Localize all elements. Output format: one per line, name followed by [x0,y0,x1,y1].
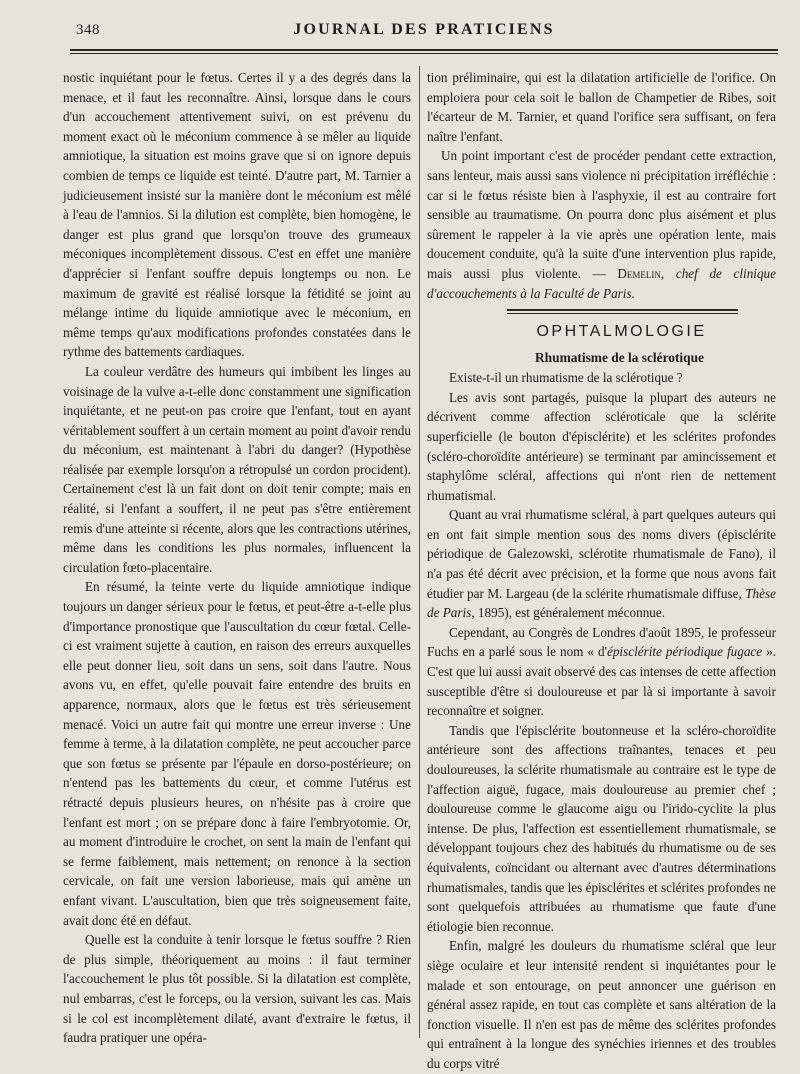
paragraph: nostic inquiétant pour le fœtus. Certes il y a des degrés dans la menace, et il faut les reconnaître. Ainsi, lorsque dans le cours d'un accouchement attentivement suivi, on est prévenu du moment exact où le méconium commence à se mêler au liquide amniotique, la situation est moins grave que si on ignore depuis combien de temps ce liquide est teinté. D'autre part, M. Tarnier a judicieusement insisté sur la manière dont le méconium est mêlé à l'eau de l'amnios. Si la dilution est complète, bien homogène, le danger est plus grand que lorsqu'on trouve des grumeaux méconiques incomplètement dissous. C'est en effet une manière d'apprécier si l'enfant souffre depuis longtemps ou non. Le maximum de gravité est réalisé lorsque la fétidité se joint au mélange intime du liquide amniotique avec le méconium, en même temps qu'aux modifications profondes constatées dans le rythme des battements cardiaques. [63,70,411,360]
subsection-heading: Rhumatisme de la sclérotique [535,350,704,366]
section-rule-thin [507,313,738,314]
author-affiliation: chef de clinique d'accouchements à la Faculté de Paris. [427,265,777,301]
header-rule-thin [70,53,778,54]
paragraph: Les avis sont partagés, puisque la plupart des auteurs ne décrivent comme affection scléroticale que la sclérite superficielle (le bouton d'épisclérite) et les sclérites profondes (scléro-choroïdite antérieure) se terminant par amincissement et staphylôme scléral, affections qui n'ont rien de nettement rhumatismal. [427,389,776,503]
disease-term: épisclérite périodique fugace [606,644,763,660]
paragraph-text: , 1895), est généralement méconnue. [471,605,666,621]
paragraph: Quelle est la conduite à tenir lorsque le fœtus souffre ? Rien de plus simple, théoriquement au moins : il faut terminer l'accouchement le plus tôt possible. Si la dilatation est complète, nul embarras, c'est le forceps, ou la version, suivant les cas. Mais si le col est incomplètement dilaté, avant d'extraire le fœtus, il faudra pratiquer une opéra- [63,932,411,1046]
paragraph: La couleur verdâtre des humeurs qui imbibent les linges au voisinage de la vulve a-t-elle donc constamment une signification inquiétante, et ne peut-on pas croire que l'enfant, tout en ayant véritablement souffert à un certain moment au point d'avoir rendu du méconium, est maintenant à l'abri du danger? (Hypothèse réalisée par exemple lorsqu'on a rétropulsé un cordon procident). Certainement c'est là un fait dont on doit tenir compte; mais en réalité, si l'enfant a souffert, il ne peut pas s'être entièrement remis d'une atteinte si récente, alors que les contractions utérines, même dans les conditions les plus normales, influencent la circulation fœto-placentaire. [63,363,411,575]
paragraph-text: Cependant, au Congrès de Londres d'août 1895, le professeur Fuchs en a parlé sous le nom « d' [427,624,776,660]
page-header [70,18,778,44]
paragraph: tion préliminaire, qui est la dilatation artificielle de l'orifice. On emploiera pour cela soit le ballon de Champetier de Ribes, soit l'écarteur de M. Tarnier, et quand l'orifice sera suffisant, on fera naître l'enfant. [427,70,776,144]
paragraph: Enfin, malgré les douleurs du rhumatisme scléral que leur siège oculaire et leur intensité rendent si inquiétantes pour le malade et son entourage, on peut annoncer une guérison en général assez rapide, en tout cas complète et sans altération de la fonction visuelle. Il n'en est pas de même des sclérites profondes qui entraînent à la longue des synéchies iriennes et des troubles du corps vitré [427,938,776,1071]
paragraph-with-term [427,623,776,721]
paragraph-with-citation [427,505,776,623]
paragraph-with-signature [427,146,776,303]
paragraph-text: Quant au vrai rhumatisme scléral, à part quelques auteurs qui en ont fait simple mention sous des noms divers (épisclérite périodique de Galezowski, sclérotite rhumatismale de Fano), il n'a pas été décrit avec précision, et la forme que nous avons fait étudier par M. Largeau (de la sclérite rhumatismale diffuse, [427,507,776,601]
author-name: Demelin, [617,265,665,281]
section-rule [507,309,738,311]
section-header-block [427,309,776,367]
paragraph-text: ». C'est que lui aussi avait observé des cas intenses de cette affection susceptible d'être si douloureuse et par là si importante à savoir reconnaître et soigner. [427,644,777,719]
thesis-citation: Thèse de Paris [427,585,776,621]
right-column [427,68,777,1071]
section-heading: OPHTALMOLOGIE [536,323,707,341]
journal-title: JOURNAL DES PRATICIENS [293,21,555,38]
paragraph: Tandis que l'épisclérite boutonneuse et la scléro-choroïdite antérieure sont des affections traînantes, tenaces et peu douloureuses, la sclérite rhumatismale au contraire est le type de l'affection aiguë, fugace, mais douloureuse au premier chef ; douloureuse comme le glaucome aigu ou l'irido-cyclite la plus intense. De plus, l'affection est essentiellement rhumatismale, se développant toujours chez des habitués du rhumatisme ou de ses équivalents, coïncidant ou alternant avec d'autres déterminations rhumatismales, tandis que les épisclérites et sclérites profondes ne sont quelquefois attribuées au rhumatisme que faute d'une étiologie bien reconnue. [427,722,776,934]
header-rule [70,49,778,51]
paragraph: Existe-t-il un rhumatisme de la sclérotique ? [449,370,683,386]
paragraph-text: Un point important c'est de procéder pendant cette extraction, sans lenteur, mais aussi sans violence ni précipitation irréfléchie : car si le fœtus résiste bien à l'asphyxie, il est au contraire fort sensible au traumatisme. On pourra donc plus aisément et plus sûrement le rappeler à la vie après une opération lente, mais doucement conduite, qu'à la suite d'une intervention plus rapide, mais aussi plus violente. — [427,148,776,281]
page-number: 348 [76,22,100,38]
left-column [63,68,411,1046]
column-divider [419,66,420,1038]
paragraph: En résumé, la teinte verte du liquide amniotique indique toujours un danger sérieux pour le fœtus, et peut-être a-t-elle plus d'importance pronostique que l'auscultation du cœur fœtal. Celle-ci est vraiment sujette à caution, en raison des erreurs auxquelles elle peut donner lieu, soit dans un sens, soit dans l'autre. Nous avons vu, en effet, qu'elle pouvait faire entendre des bruits en apparence, normaux, alors que le fœtus est très sérieusement menacé. Voici un autre fait qui montre une erreur inverse : Une femme à terme, à la dilatation complète, ne peut accoucher parce que son fœtus se présente par l'épaule en dorso-postérieure; on n'entend pas les battements du cœur, et comme l'utérus est rétracté depuis plusieurs heures, on n'hésite pas à croire que l'enfant est mort ; on se prépare donc à faire l'embryotomie. Or, au moment d'introduire le crochet, on sent la main de l'enfant qui se ferme faiblement, mais nettement; on renonce à la section cervicale, on fait une version laborieuse, mais qui amène un enfant vivant. L'auscultation, bien que très soigneusement faite, avait donc été en défaut. [63,579,411,928]
